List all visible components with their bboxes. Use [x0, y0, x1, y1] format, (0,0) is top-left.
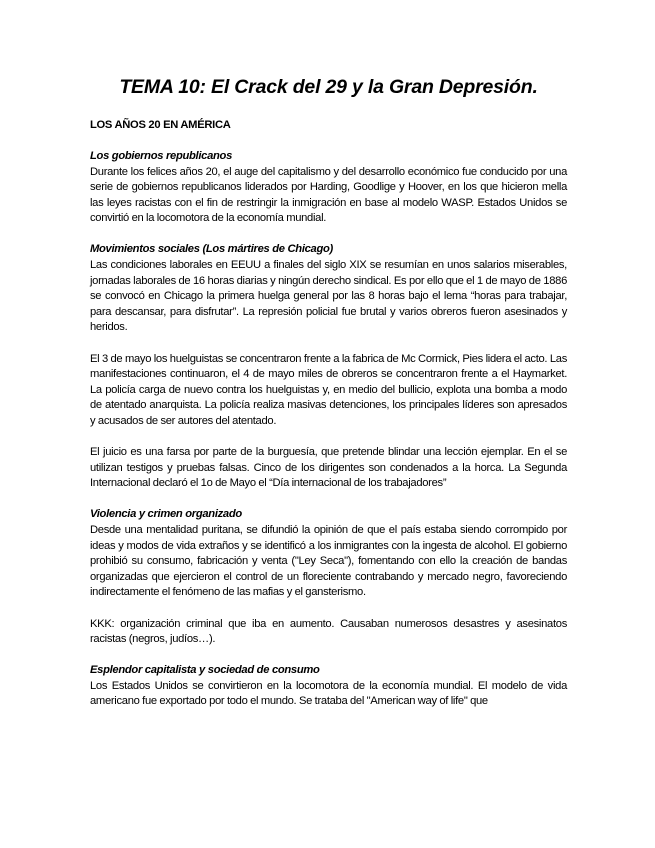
section-heading: LOS AÑOS 20 EN AMÉRICA: [90, 119, 231, 131]
paragraph: El juicio es una farsa por parte de la burguesía, que pretende blindar una lección ejemplar. En el se utilizan testigos y pruebas falsas. Cinco de los dirigentes son condenados a la horca. La Segunda Internacional declaró el 1o de Mayo el “Día internacional de los trabajadores”: [90, 446, 567, 490]
subheading-violencia-crimen: Violencia y crimen organizado: [90, 508, 242, 521]
paragraph: Desde una mentalidad puritana, se difundió la opinión de que el país estaba siendo corrompido por ideas y modos de vida extraños y se identificó a los inmigrantes con la ingesta de alcohol. El gobierno prohibió su consumo, fabricación y venta ("Ley Seca"), fomentando con ello la creación de bandas organizadas que ejercieron el control de un floreciente contrabando y mercado negro, favoreciendo indirectamente el fenómeno de las mafias y el gansterismo.: [90, 523, 567, 599]
paragraph: El 3 de mayo los huelguistas se concentraron frente a la fabrica de Mc Cormick, Pies lidera el acto. Las manifestaciones continuaron, el 4 de mayo miles de obreros se concentraron frente a el Haymarket. La policía carga de nuevo contra los huelguistas y, en medio del bullicio, explota una bomba a modo de atentado anarquista. La policía realiza masivas detenciones, los principales líderes son apresados y acusados de ser autores del atentado.: [90, 352, 567, 427]
paragraph: Las condiciones laborales en EEUU a finales del siglo XIX se resumían en unos salarios miserables, jornadas laborales de 16 horas diarias y ningún derecho sindical. Es por ello que el 1 de mayo de 1886 se convocó en Chicago la primera huelga general por las 8 horas bajo el lema “horas para trabajar, para descansar, para disfrutar”. La represión policial fue brutal y varios obreros fueron asesinados y heridos.: [90, 258, 567, 334]
paragraph: Los Estados Unidos se convirtieron en la locomotora de la economía mundial. El modelo de vida americano fue exportado por todo el mundo. Se trataba del "American way of life" que: [90, 679, 567, 708]
subheading-movimientos-sociales: Movimientos sociales (Los mártires de Chicago): [90, 243, 333, 256]
section-gobiernos-republicanos: [90, 149, 567, 227]
section-violencia-crimen: [90, 507, 567, 647]
section-movimientos-sociales: [90, 242, 567, 491]
section-esplendor-capitalista: [90, 663, 567, 710]
paragraph: KKK: organización criminal que iba en aumento. Causaban numerosos desastres y asesinatos racistas (negros, judíos…).: [90, 617, 567, 646]
document-page: [90, 76, 567, 710]
subheading-esplendor-capitalista: Esplendor capitalista y sociedad de consumo: [90, 664, 320, 677]
subheading-gobiernos-republicanos: Los gobiernos republicanos: [90, 150, 233, 162]
paragraph: Durante los felices años 20, el auge del capitalismo y del desarrollo económico fue conducido por una serie de gobiernos republicanos liderados por Harding, Goodlige y Hoover, en los que hicieron mella las leyes racistas con el fin de restringir la inmigración en base al modelo WASP. Estados Unidos se convirtió en la locomotora de la economía mundial.: [90, 165, 567, 225]
document-title: TEMA 10: El Crack del 29 y la Gran Depresión.: [119, 76, 538, 98]
